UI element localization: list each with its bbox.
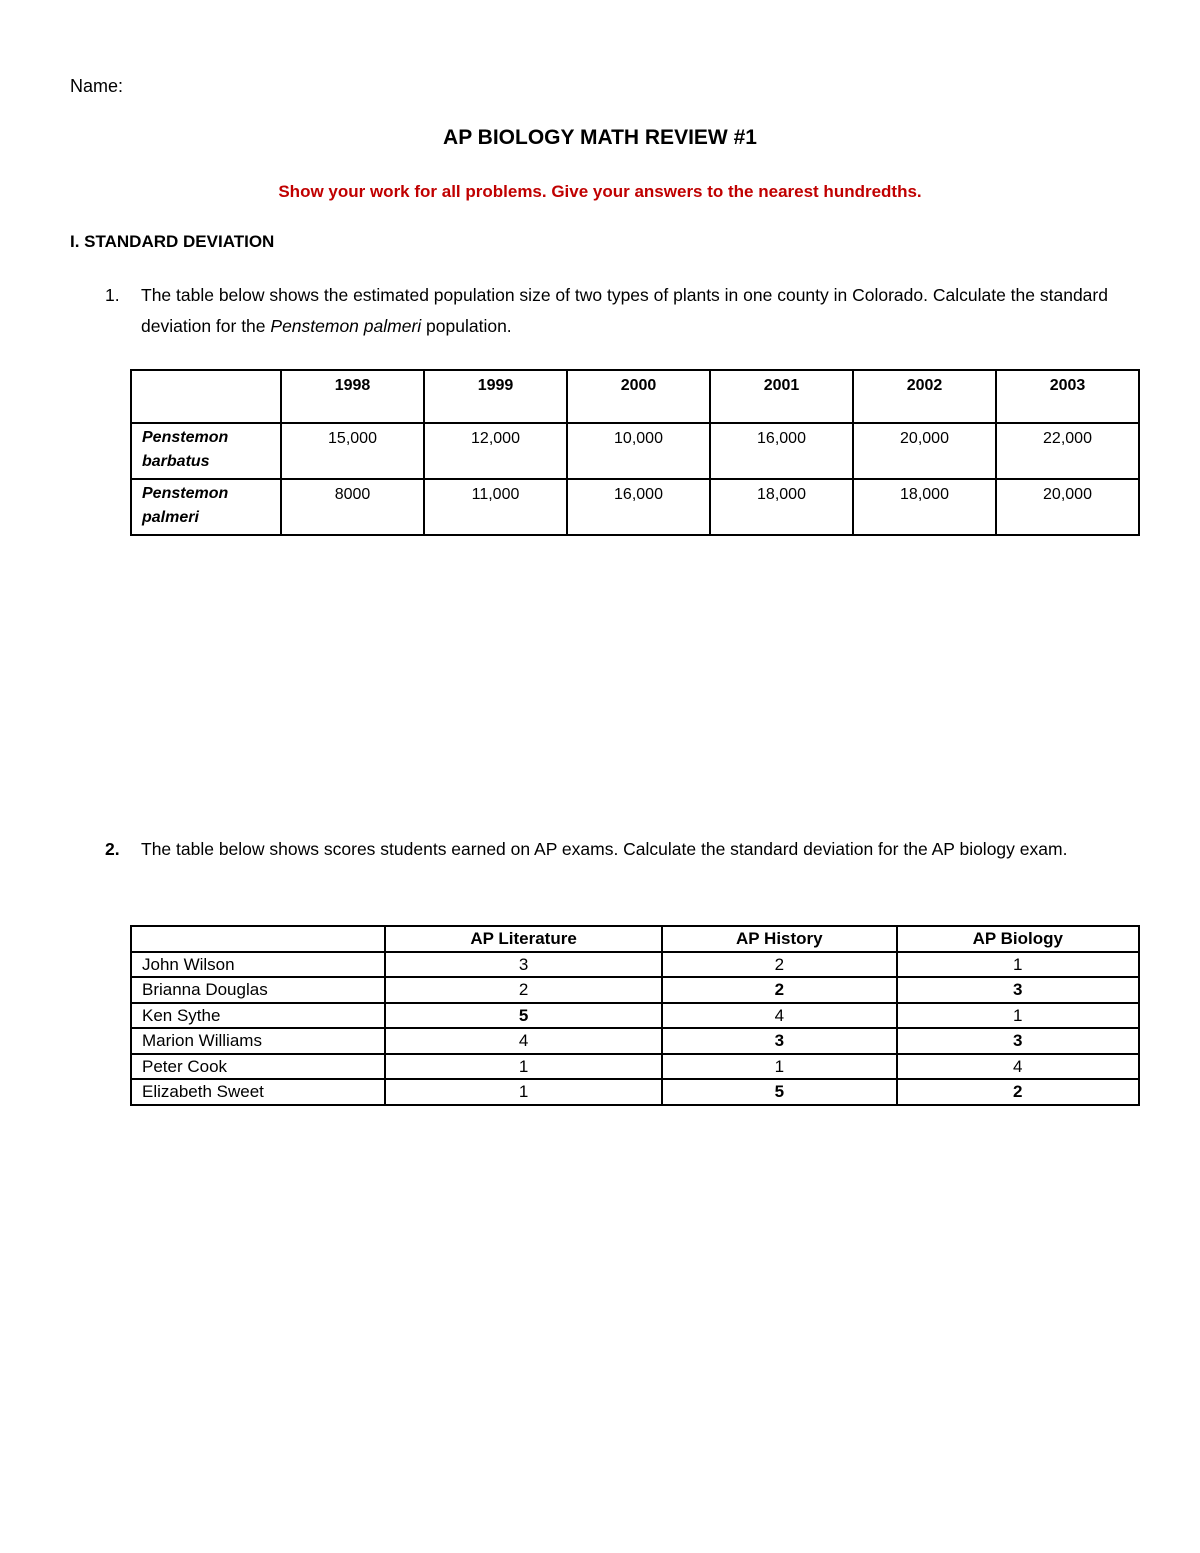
- population-cell: 22,000: [996, 423, 1139, 479]
- score-cell: 5: [385, 1003, 662, 1029]
- population-cell: 20,000: [996, 479, 1139, 535]
- score-cell: 3: [897, 1028, 1140, 1054]
- population-table: [130, 369, 1140, 536]
- name-label: Name:: [70, 76, 124, 96]
- score-cell: 3: [662, 1028, 896, 1054]
- score-cell: 2: [662, 952, 896, 978]
- question-2-text: The table below shows scores students earned on AP exams. Calculate the standard deviation for the AP biology exam.: [141, 839, 1068, 859]
- question-1-number: 1.: [105, 285, 120, 305]
- year-header: 2002: [853, 370, 996, 423]
- species-epithet: barbatus: [142, 453, 210, 470]
- question-2-number: 2.: [105, 839, 120, 859]
- score-cell: 2: [385, 977, 662, 1003]
- year-header: 2001: [710, 370, 853, 423]
- score-cell: 3: [897, 977, 1140, 1003]
- student-name: John Wilson: [131, 952, 385, 978]
- student-name: Marion Williams: [131, 1028, 385, 1054]
- score-cell: 2: [897, 1079, 1140, 1105]
- score-cell: 4: [897, 1054, 1140, 1080]
- table-row: [131, 1028, 1139, 1054]
- question-1-text-part2: population.: [421, 316, 512, 336]
- species-genus: Penstemon: [142, 485, 229, 502]
- student-name: Brianna Douglas: [131, 977, 385, 1003]
- score-cell: 2: [662, 977, 896, 1003]
- table-header-row: [131, 370, 1139, 423]
- species-cell: [131, 479, 281, 535]
- table-row: [131, 1003, 1139, 1029]
- year-header: 1999: [424, 370, 567, 423]
- table-corner-cell: [131, 370, 281, 423]
- population-cell: 18,000: [710, 479, 853, 535]
- year-header: 1998: [281, 370, 424, 423]
- score-cell: 1: [662, 1054, 896, 1080]
- table-corner-cell: [131, 926, 385, 952]
- species-epithet: palmeri: [142, 509, 199, 526]
- page-title: AP BIOLOGY MATH REVIEW #1: [443, 126, 757, 149]
- score-cell: 1: [385, 1079, 662, 1105]
- species-genus: Penstemon: [142, 429, 229, 446]
- score-cell: 1: [385, 1054, 662, 1080]
- year-header: 2000: [567, 370, 710, 423]
- score-cell: 5: [662, 1079, 896, 1105]
- table-row: [131, 952, 1139, 978]
- table-row: [131, 423, 1139, 479]
- table-row: [131, 1054, 1139, 1080]
- population-cell: 16,000: [710, 423, 853, 479]
- population-cell: 8000: [281, 479, 424, 535]
- population-cell: 15,000: [281, 423, 424, 479]
- population-cell: 10,000: [567, 423, 710, 479]
- population-cell: 16,000: [567, 479, 710, 535]
- score-cell: 3: [385, 952, 662, 978]
- exam-header: AP Literature: [385, 926, 662, 952]
- table-row: [131, 977, 1139, 1003]
- exam-header: AP History: [662, 926, 896, 952]
- score-cell: 1: [897, 1003, 1140, 1029]
- question-1-text-part1: The table below shows the estimated population size of two types of plants in one county in Colorado. Calculate the standard deviation for the: [141, 285, 1108, 336]
- question-1: [105, 280, 1135, 342]
- student-name: Peter Cook: [131, 1054, 385, 1080]
- table-row: [131, 479, 1139, 535]
- table-header-row: [131, 926, 1139, 952]
- table-row: [131, 1079, 1139, 1105]
- species-cell: [131, 423, 281, 479]
- student-name: Elizabeth Sweet: [131, 1079, 385, 1105]
- score-cell: 4: [662, 1003, 896, 1029]
- student-name: Ken Sythe: [131, 1003, 385, 1029]
- year-header: 2003: [996, 370, 1139, 423]
- population-cell: 18,000: [853, 479, 996, 535]
- scores-table: [130, 925, 1140, 1106]
- score-cell: 4: [385, 1028, 662, 1054]
- question-1-text: [141, 280, 1135, 342]
- score-cell: 1: [897, 952, 1140, 978]
- population-cell: 20,000: [853, 423, 996, 479]
- population-cell: 11,000: [424, 479, 567, 535]
- instructions-text: Show your work for all problems. Give your answers to the nearest hundredths.: [278, 182, 922, 201]
- section-heading: I. STANDARD DEVIATION: [70, 232, 275, 251]
- question-1-species-italic: Penstemon palmeri: [270, 316, 422, 336]
- question-2: [105, 834, 1135, 865]
- population-cell: 12,000: [424, 423, 567, 479]
- exam-header: AP Biology: [897, 926, 1140, 952]
